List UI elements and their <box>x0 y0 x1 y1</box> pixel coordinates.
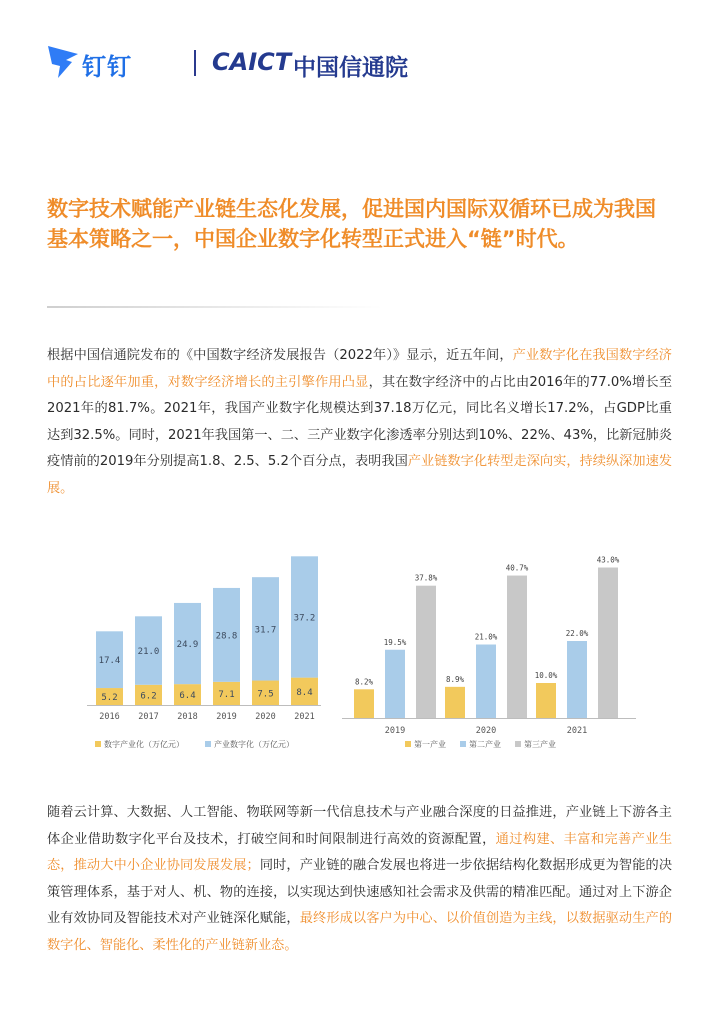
bar-sector-2 <box>567 641 587 718</box>
x-tick-label: 2019 <box>384 726 406 736</box>
legend-swatch <box>205 741 211 747</box>
caict-logo: CAICT <box>212 48 292 76</box>
data-label: 40.7% <box>505 563 529 573</box>
data-label: 28.8 <box>215 631 238 642</box>
x-tick-label: 2021 <box>294 712 315 722</box>
bar-sector-3 <box>416 586 436 718</box>
legend-label: 数字产业化（万亿元） <box>104 740 184 749</box>
x-tick-label: 2020 <box>255 712 276 722</box>
paragraph-industry-chain <box>47 800 672 959</box>
data-label: 17.4 <box>98 656 121 667</box>
x-tick-label: 2020 <box>475 726 497 736</box>
data-label: 7.5 <box>257 689 274 700</box>
bar-sector-1 <box>354 689 374 718</box>
legend-label: 第一产业 <box>414 740 446 749</box>
highlight-text: 通过构建、丰富和完善产业生态，推动大中小企业协同发展发展； <box>47 831 673 873</box>
header-divider <box>194 50 196 76</box>
highlight-text: 产业数字化在我国数字经济中的占比逐年加重，对数字经济增长的主引擎作用凸显 <box>47 348 672 390</box>
data-label: 10.0% <box>534 671 558 680</box>
headline: 数字技术赋能产业链生态化发展，促进国内国际双循环已成为我国基本策略之一，中国企业数字化转型正式进入“链”时代。 <box>47 197 656 251</box>
caict-name: 中国信通院 <box>293 55 408 81</box>
legend-swatch <box>460 741 466 747</box>
legend-label: 产业数字化（万亿元） <box>214 740 294 749</box>
data-label: 7.1 <box>218 689 235 700</box>
data-label: 8.2% <box>354 677 374 687</box>
legend-swatch <box>515 741 521 747</box>
bar-sector-2 <box>476 645 496 719</box>
legend-swatch <box>405 741 411 747</box>
data-label: 8.9% <box>445 674 465 684</box>
body-text: 随着云计算、大数据、人工智能、物联网等新一代信息技术与产业融合深度的日益推进，产业链上下游各主体企业借助数字化平台及技术，打破空间和时间限制进行高效的资源配置， <box>47 805 672 847</box>
legend-label: 第二产业 <box>469 740 501 749</box>
body-text: 根据中国信通院发布的《中国数字经济发展报告（2022年）》显示，近五年间， <box>47 348 513 363</box>
data-label: 6.4 <box>179 691 196 702</box>
dingtalk-logo-icon <box>46 44 80 80</box>
bar-sector-3 <box>507 576 527 718</box>
data-label: 8.4 <box>296 687 313 698</box>
dingtalk-name: 钉钉 <box>82 53 132 81</box>
x-tick-label: 2019 <box>216 712 237 722</box>
highlight-text: 产业链数字化转型走深向实，持续纵深加速发展。 <box>47 454 672 496</box>
data-label: 21.0% <box>474 632 498 642</box>
section-divider <box>47 306 382 308</box>
data-label: 6.2 <box>140 691 157 702</box>
bar-sector-2 <box>385 650 405 718</box>
data-label: 37.2 <box>293 613 316 624</box>
data-label: 24.9 <box>176 640 199 651</box>
bar-sector-1 <box>445 687 465 718</box>
x-tick-label: 2018 <box>177 712 198 722</box>
page-header <box>46 40 666 90</box>
data-label: 21.0 <box>137 647 160 658</box>
bar-sector-3 <box>598 568 618 719</box>
chart-digital-economy <box>85 545 325 760</box>
x-tick-label: 2021 <box>566 726 588 736</box>
paragraph-intro <box>47 343 672 502</box>
legend-swatch <box>95 741 101 747</box>
body-text: ，其在数字经济中的占比由2016年的77.0%增长至2021年的81.7%。2021年，我国产业数字化规模达到37.18万亿元，同比名义增长17.2%，占GDP比重达到32.5%。同时，2021年我国第一、二、三产业数字化渗透率分别达到10%、22%、43%，比新冠肺炎疫情前的2019年分别提高1.8、2.5、5.2个百分点，表明我国 <box>47 374 672 469</box>
chart-penetration-rate <box>340 545 640 760</box>
highlight-text: 最终形成以客户为中心、以价值创造为主线，以数据驱动生产的数字化、智能化、柔性化的产业链新业态。 <box>47 911 673 953</box>
data-label: 43.0% <box>596 555 620 565</box>
body-text: 同时，产业链的融合发展也将进一步依据结构化数据形成更为智能的决策管理体系，基于对人、机、物的连接，以实现达到快速感知社会需求及供需的精准匹配。通过对上下游企业有效协同及智能技术对产业链深化赋能， <box>47 858 673 926</box>
data-label: 5.2 <box>101 693 118 704</box>
data-label: 19.5% <box>383 637 407 647</box>
legend-label: 第三产业 <box>524 740 556 749</box>
data-label: 37.8% <box>414 573 438 583</box>
data-label: 22.0% <box>565 629 589 638</box>
x-tick-label: 2016 <box>99 712 120 722</box>
data-label: 31.7 <box>254 625 277 636</box>
x-tick-label: 2017 <box>138 712 159 722</box>
bar-sector-1 <box>536 683 556 718</box>
